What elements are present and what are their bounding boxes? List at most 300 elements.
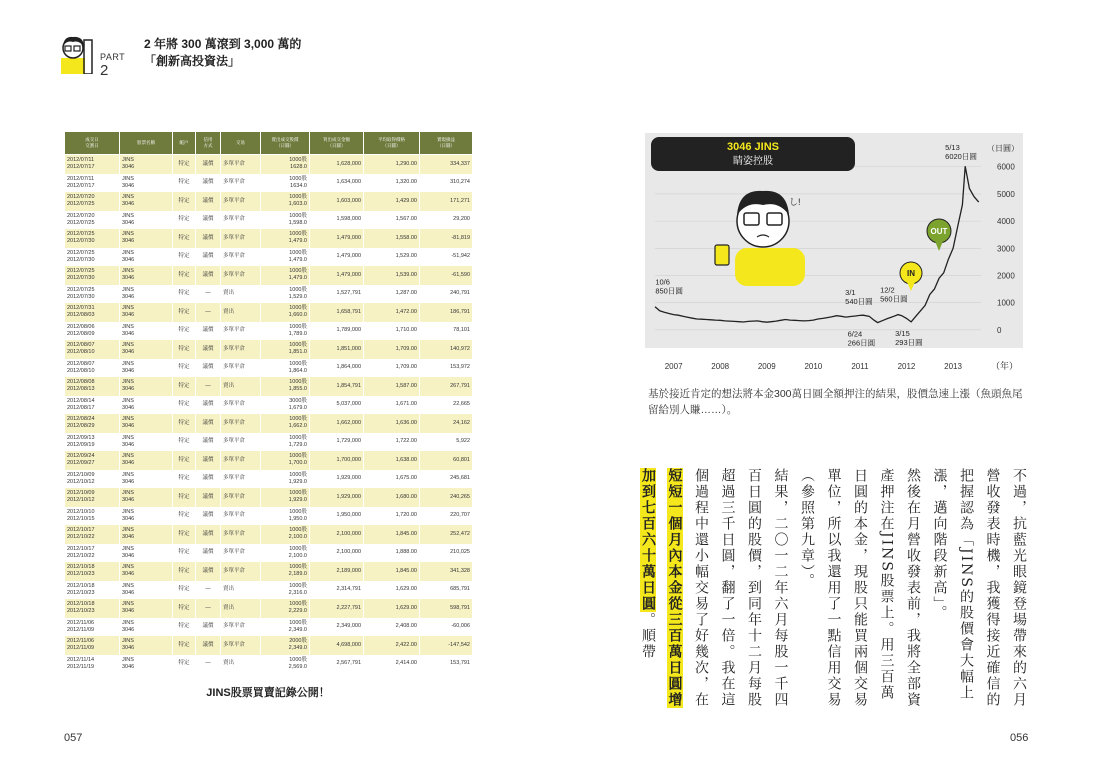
table-cell: — <box>196 655 221 674</box>
table-cell: 1000股 1,603.0 <box>261 192 310 211</box>
table-row <box>65 396 473 415</box>
table-cell: 2,408.00 <box>364 618 420 637</box>
table-cell: JINS 3046 <box>120 599 173 618</box>
table-cell: 多單平倉 <box>221 229 261 248</box>
table-cell: — <box>196 377 221 396</box>
column-header: 信用 方式 <box>196 132 221 155</box>
table-cell: 1,629.00 <box>364 599 420 618</box>
table-row <box>65 562 473 581</box>
table-cell: 特定 <box>173 174 196 193</box>
table-row <box>65 322 473 341</box>
paragraph-3: 結果，二〇一二年六月每股一千四百日圓的股價，到同年十二月每股超過三千日圓，翻了一倍。我在這個過程中還小幅交易了好幾次，在短短一個月內本金從三百萬日圓增加到七百六十萬日圓。順帶 <box>640 468 789 708</box>
highlighted-text: 短短一個月內本金從三百萬日圓增加到七百六十萬日圓 <box>640 468 683 708</box>
table-cell: 2,349,000 <box>310 618 364 637</box>
table-cell: 議價 <box>196 433 221 452</box>
table-cell: 多單平倉 <box>221 544 261 563</box>
table-cell: 議價 <box>196 340 221 359</box>
table-cell: 2012/07/25 2012/07/30 <box>65 285 120 304</box>
table-cell: 多單平倉 <box>221 636 261 655</box>
table-row <box>65 266 473 285</box>
table-cell: 310,274 <box>420 174 473 193</box>
page-number-right: 056 <box>1010 732 1029 744</box>
table-cell: 2012/08/07 2012/08/10 <box>65 340 120 359</box>
paragraph-1: 不過，抗藍光眼鏡登場帶來的六月營收發表時機，我獲得接近確信的把握認為「JINS的股價會大幅上漲，邁向階段新高」。 <box>931 468 1027 708</box>
table-cell: 特定 <box>173 488 196 507</box>
y-unit-label: （日圓） <box>987 144 1019 153</box>
x-tick-label: 2011 <box>851 362 869 371</box>
table-cell: 多單平倉 <box>221 414 261 433</box>
table-cell: 1,558.00 <box>364 229 420 248</box>
table-cell: 341,328 <box>420 562 473 581</box>
svg-text:12/2: 12/2 <box>880 285 895 295</box>
svg-text:3/15: 3/15 <box>895 328 910 338</box>
table-cell: 1000股 2,316.0 <box>261 581 310 600</box>
table-cell: — <box>196 303 221 322</box>
table-cell: 2,100,000 <box>310 544 364 563</box>
table-cell: 1,658,791 <box>310 303 364 322</box>
table-row <box>65 618 473 637</box>
table-cell: — <box>196 285 221 304</box>
table-cell: 2,100,000 <box>310 525 364 544</box>
svg-text:IN: IN <box>907 269 915 278</box>
column-header: 實現損益 （日圓） <box>420 132 473 155</box>
table-row <box>65 229 473 248</box>
table-row <box>65 377 473 396</box>
table-cell: 2012/10/18 2012/10/23 <box>65 562 120 581</box>
table-cell: 多單平倉 <box>221 507 261 526</box>
table-cell: 賣出 <box>221 599 261 618</box>
table-cell: JINS 3046 <box>120 174 173 193</box>
table-cell: 1,864,000 <box>310 359 364 378</box>
table-row <box>65 192 473 211</box>
svg-text:540日圓: 540日圓 <box>845 297 873 307</box>
table-cell: 2012/08/08 2012/08/13 <box>65 377 120 396</box>
table-cell: 議價 <box>196 562 221 581</box>
table-cell: 議價 <box>196 211 221 230</box>
table-cell: 24,162 <box>420 414 473 433</box>
table-cell: 4,698,000 <box>310 636 364 655</box>
y-tick-label: 5000 <box>997 189 1015 199</box>
table-cell: 特定 <box>173 507 196 526</box>
table-cell: 22,665 <box>420 396 473 415</box>
table-row <box>65 155 473 174</box>
table-row <box>65 211 473 230</box>
table-cell: 1000股 1,864.0 <box>261 359 310 378</box>
table-cell: 議價 <box>196 470 221 489</box>
table-cell: 1000股 1,662.0 <box>261 414 310 433</box>
table-cell: 多單平倉 <box>221 266 261 285</box>
table-cell: 78,101 <box>420 322 473 341</box>
table-cell: 特定 <box>173 266 196 285</box>
table-cell: 1000股 2,569.0 <box>261 655 310 674</box>
table-cell: 1,472.00 <box>364 303 420 322</box>
y-tick-label: 6000 <box>997 162 1015 172</box>
column-header: 成交日 交割日 <box>65 132 120 155</box>
y-tick-label: 1000 <box>997 298 1015 308</box>
table-row <box>65 340 473 359</box>
chart-subtitle: 睛姿控股 <box>733 156 773 167</box>
table-row <box>65 581 473 600</box>
column-header: 買出成交金額 （日圓） <box>310 132 364 155</box>
table-cell: JINS 3046 <box>120 285 173 304</box>
table-cell: 多單平倉 <box>221 155 261 174</box>
table-cell: 1,680.00 <box>364 488 420 507</box>
table-cell: 特定 <box>173 303 196 322</box>
table-cell: 1000股 1,598.0 <box>261 211 310 230</box>
table-row <box>65 285 473 304</box>
table-cell: 1,845.00 <box>364 562 420 581</box>
table-cell: 334,337 <box>420 155 473 174</box>
table-cell: 2012/10/18 2012/10/23 <box>65 599 120 618</box>
table-cell: 1,429.00 <box>364 192 420 211</box>
table-cell: -61,590 <box>420 266 473 285</box>
table-cell: 1,845.00 <box>364 525 420 544</box>
table-cell: 1,789,000 <box>310 322 364 341</box>
table-cell: — <box>196 599 221 618</box>
table-cell: 1000股 1,479.0 <box>261 266 310 285</box>
table-cell: 議價 <box>196 229 221 248</box>
table-cell: JINS 3046 <box>120 636 173 655</box>
x-tick-label: 2013 <box>944 362 962 371</box>
part-label: PART 2 <box>100 52 126 79</box>
table-cell: 2,422.00 <box>364 636 420 655</box>
table-cell: -81,819 <box>420 229 473 248</box>
table-cell: 1000股 1,789.0 <box>261 322 310 341</box>
table-row <box>65 544 473 563</box>
table-cell: 1,722.00 <box>364 433 420 452</box>
table-cell: 2012/10/10 2012/10/15 <box>65 507 120 526</box>
table-cell: 1,671.00 <box>364 396 420 415</box>
table-cell: 2012/11/14 2012/11/19 <box>65 655 120 674</box>
table-cell: 多單平倉 <box>221 433 261 452</box>
table-cell: 1000股 1,479.0 <box>261 248 310 267</box>
table-cell: 1,854,791 <box>310 377 364 396</box>
table-cell: 2012/10/17 2012/10/22 <box>65 525 120 544</box>
table-row <box>65 248 473 267</box>
table-cell: 特定 <box>173 322 196 341</box>
table-cell: 2012/07/25 2012/07/30 <box>65 266 120 285</box>
table-cell: 多單平倉 <box>221 340 261 359</box>
table-cell: 5,037,000 <box>310 396 364 415</box>
table-row <box>65 470 473 489</box>
x-tick-label: 2010 <box>804 362 823 371</box>
table-cell: JINS 3046 <box>120 544 173 563</box>
table-cell: 267,791 <box>420 377 473 396</box>
table-cell: 1,527,791 <box>310 285 364 304</box>
table-cell: 2012/07/11 2012/07/17 <box>65 174 120 193</box>
table-cell: JINS 3046 <box>120 340 173 359</box>
y-tick-label: 3000 <box>997 244 1015 254</box>
table-row <box>65 303 473 322</box>
table-cell: 1,628,000 <box>310 155 364 174</box>
table-cell: 多單平倉 <box>221 562 261 581</box>
table-cell: 2012/09/24 2012/09/27 <box>65 451 120 470</box>
y-tick-label: 2000 <box>997 271 1015 281</box>
table-cell: 多單平倉 <box>221 396 261 415</box>
table-cell: 60,801 <box>420 451 473 470</box>
table-cell: JINS 3046 <box>120 507 173 526</box>
table-cell: 1,598,000 <box>310 211 364 230</box>
table-cell: 特定 <box>173 655 196 674</box>
svg-text:10/6: 10/6 <box>655 277 670 287</box>
table-cell: 1000股 1,729.0 <box>261 433 310 452</box>
table-cell: 特定 <box>173 544 196 563</box>
table-cell: 1,529.00 <box>364 248 420 267</box>
table-cell: 議價 <box>196 322 221 341</box>
table-cell: 1,290.00 <box>364 155 420 174</box>
table-cell: 1,603,000 <box>310 192 364 211</box>
table-cell: 特定 <box>173 248 196 267</box>
table-cell: 多單平倉 <box>221 192 261 211</box>
table-cell: 1000股 1634.0 <box>261 174 310 193</box>
table-cell: 議價 <box>196 451 221 470</box>
svg-text:560日圓: 560日圓 <box>880 294 908 304</box>
table-cell: 特定 <box>173 155 196 174</box>
table-cell: JINS 3046 <box>120 433 173 452</box>
table-cell: 1,709.00 <box>364 340 420 359</box>
chapter-title: 2 年將 300 萬滾到 3,000 萬的 「創新高投資法」 <box>144 37 302 68</box>
table-cell: 153,791 <box>420 655 473 674</box>
table-cell: 1000股 2,100.0 <box>261 544 310 563</box>
svg-text:3/1: 3/1 <box>845 288 856 298</box>
table-cell: JINS 3046 <box>120 229 173 248</box>
table-cell: JINS 3046 <box>120 192 173 211</box>
table-cell: 1,587.00 <box>364 377 420 396</box>
chart-title: 3046 JINS <box>727 141 779 153</box>
table-cell: 1,629.00 <box>364 581 420 600</box>
table-cell: 1000股 1628.0 <box>261 155 310 174</box>
y-tick-label: 0 <box>997 325 1002 335</box>
table-cell: JINS 3046 <box>120 562 173 581</box>
table-cell: 1000股 1,851.0 <box>261 340 310 359</box>
table-cell: JINS 3046 <box>120 155 173 174</box>
column-header: 平均取得價格 （日圓） <box>364 132 420 155</box>
table-cell: 1,929,000 <box>310 470 364 489</box>
column-header: 帳戶 <box>173 132 196 155</box>
table-cell: JINS 3046 <box>120 211 173 230</box>
table-cell: 特定 <box>173 618 196 637</box>
body-text <box>618 468 1032 708</box>
table-cell: 議價 <box>196 396 221 415</box>
table-cell: 議價 <box>196 266 221 285</box>
column-header: 賣出成交股價 （日圓） <box>261 132 310 155</box>
table-cell: -147,542 <box>420 636 473 655</box>
table-cell: 1,709.00 <box>364 359 420 378</box>
table-cell: 2012/11/06 2012/11/09 <box>65 618 120 637</box>
table-cell: 2012/07/11 2012/07/17 <box>65 155 120 174</box>
table-cell: 議價 <box>196 618 221 637</box>
table-cell: 2012/08/07 2012/08/10 <box>65 359 120 378</box>
table-row <box>65 636 473 655</box>
table-cell: 240,791 <box>420 285 473 304</box>
table-cell: 特定 <box>173 192 196 211</box>
table-cell: 議價 <box>196 507 221 526</box>
table-cell: 1,638.00 <box>364 451 420 470</box>
table-cell: 245,681 <box>420 470 473 489</box>
table-cell: 220,707 <box>420 507 473 526</box>
table-cell: 1,662,000 <box>310 414 364 433</box>
table-cell: 特定 <box>173 470 196 489</box>
table-cell: 1,710.00 <box>364 322 420 341</box>
column-header: 交易 <box>221 132 261 155</box>
table-cell: JINS 3046 <box>120 655 173 674</box>
table-cell: 2012/07/20 2012/07/25 <box>65 192 120 211</box>
table-cell: JINS 3046 <box>120 470 173 489</box>
table-cell: 議價 <box>196 174 221 193</box>
table-cell: -60,006 <box>420 618 473 637</box>
table-cell: 特定 <box>173 636 196 655</box>
table-cell: 賣出 <box>221 581 261 600</box>
table-header-row <box>65 132 473 155</box>
table-cell: 140,972 <box>420 340 473 359</box>
table-cell: 賣出 <box>221 655 261 674</box>
table-cell: 171,271 <box>420 192 473 211</box>
table-cell: 議價 <box>196 155 221 174</box>
x-unit-label: （年） <box>991 361 1019 371</box>
table-cell: JINS 3046 <box>120 303 173 322</box>
table-row <box>65 359 473 378</box>
table-cell: 議價 <box>196 636 221 655</box>
table-cell: 2000股 2,349.0 <box>261 636 310 655</box>
table-cell: 1000股 1,855.0 <box>261 377 310 396</box>
table-cell: 議價 <box>196 248 221 267</box>
table-cell: 2012/10/09 2012/10/12 <box>65 470 120 489</box>
table-cell: 特定 <box>173 414 196 433</box>
table-cell: 多單平倉 <box>221 211 261 230</box>
table-cell: JINS 3046 <box>120 396 173 415</box>
table-cell: 2012/07/20 2012/07/25 <box>65 211 120 230</box>
table-row <box>65 488 473 507</box>
table-cell: 1000股 1,929.0 <box>261 470 310 489</box>
table-cell: 210,025 <box>420 544 473 563</box>
table-cell: JINS 3046 <box>120 451 173 470</box>
table-cell: JINS 3046 <box>120 322 173 341</box>
table-cell: 特定 <box>173 433 196 452</box>
table-cell: 議價 <box>196 192 221 211</box>
trade-records-table <box>64 131 472 673</box>
table-cell: 2,189,000 <box>310 562 364 581</box>
table-cell: 多單平倉 <box>221 322 261 341</box>
table-cell: 1000股 2,189.0 <box>261 562 310 581</box>
table-cell: 議價 <box>196 544 221 563</box>
table-cell: 2012/07/25 2012/07/30 <box>65 248 120 267</box>
table-row <box>65 414 473 433</box>
table-cell: 多單平倉 <box>221 174 261 193</box>
table-cell: 1,320.00 <box>364 174 420 193</box>
table-cell: JINS 3046 <box>120 414 173 433</box>
table-row <box>65 507 473 526</box>
table-cell: 特定 <box>173 599 196 618</box>
chart-caption: 基於接近肯定的想法將本金300萬日圓全額押注的結果，股價急速上漲（魚頭魚尾留給別人賺……）。 <box>648 388 1023 416</box>
table-cell: 1,700,000 <box>310 451 364 470</box>
table-cell: 1,888.00 <box>364 544 420 563</box>
table-cell: JINS 3046 <box>120 525 173 544</box>
table-cell: 2,414.00 <box>364 655 420 674</box>
table-cell: 252,472 <box>420 525 473 544</box>
table-cell: 賣出 <box>221 285 261 304</box>
svg-text:し!: し! <box>789 197 801 207</box>
table-row <box>65 451 473 470</box>
table-cell: 685,791 <box>420 581 473 600</box>
table-cell: 多單平倉 <box>221 359 261 378</box>
paragraph-2: 然後在月營收發表前，我將全部資產押注在JINS股票上。用三百萬日圓的本金，現股只能買兩個交易單位，所以我還用了一點信用交易（參照第九章）。 <box>799 468 921 708</box>
table-cell: 多單平倉 <box>221 451 261 470</box>
table-cell: 多單平倉 <box>221 470 261 489</box>
table-cell: 1,720.00 <box>364 507 420 526</box>
table-cell: — <box>196 581 221 600</box>
table-cell: 1,950,000 <box>310 507 364 526</box>
table-cell: 特定 <box>173 562 196 581</box>
svg-text:6/24: 6/24 <box>847 329 863 339</box>
table-cell: 多單平倉 <box>221 525 261 544</box>
table-cell: 1000股 1,660.0 <box>261 303 310 322</box>
table-row <box>65 174 473 193</box>
table-cell: 2012/07/31 2012/08/03 <box>65 303 120 322</box>
table-cell: 議價 <box>196 488 221 507</box>
svg-text:850日圓: 850日圓 <box>655 286 683 296</box>
table-cell: 多單平倉 <box>221 488 261 507</box>
table-caption: JINS股票買賣記錄公開！ <box>206 687 330 699</box>
table-cell: 1,851,000 <box>310 340 364 359</box>
table-cell: 2,567,791 <box>310 655 364 674</box>
x-tick-label: 2012 <box>897 362 916 371</box>
svg-text:OUT: OUT <box>930 227 948 236</box>
table-cell: 2012/08/14 2012/08/17 <box>65 396 120 415</box>
table-cell: 1000股 2,349.0 <box>261 618 310 637</box>
table-cell: 1,539.00 <box>364 266 420 285</box>
table-row <box>65 433 473 452</box>
svg-text:293日圓: 293日圓 <box>895 337 923 347</box>
table-cell: 2012/10/09 2012/10/12 <box>65 488 120 507</box>
svg-text:5/13: 5/13 <box>945 143 960 153</box>
table-cell: 議價 <box>196 525 221 544</box>
table-cell: 5,922 <box>420 433 473 452</box>
table-cell: JINS 3046 <box>120 266 173 285</box>
table-cell: 特定 <box>173 285 196 304</box>
table-cell: 1000股 1,950.0 <box>261 507 310 526</box>
table-cell: 1,729,000 <box>310 433 364 452</box>
table-cell: 1000股 2,229.0 <box>261 599 310 618</box>
table-cell: 153,972 <box>420 359 473 378</box>
table-cell: 2012/11/06 2012/11/09 <box>65 636 120 655</box>
x-tick-label: 2009 <box>757 362 776 371</box>
table-cell: 2012/07/25 2012/07/30 <box>65 229 120 248</box>
table-cell: 1,479,000 <box>310 248 364 267</box>
table-cell: 多單平倉 <box>221 248 261 267</box>
svg-text:266日圓: 266日圓 <box>847 338 876 348</box>
table-cell: 特定 <box>173 581 196 600</box>
table-cell: 議價 <box>196 359 221 378</box>
table-cell: 2012/10/17 2012/10/22 <box>65 544 120 563</box>
table-cell: 2012/08/24 2012/08/29 <box>65 414 120 433</box>
table-cell: JINS 3046 <box>120 488 173 507</box>
table-cell: JINS 3046 <box>120 248 173 267</box>
table-cell: 2012/09/13 2012/09/19 <box>65 433 120 452</box>
table-cell: 1,929,000 <box>310 488 364 507</box>
table-cell: 特定 <box>173 396 196 415</box>
table-row <box>65 525 473 544</box>
table-cell: 186,791 <box>420 303 473 322</box>
table-cell: 特定 <box>173 229 196 248</box>
table-cell: JINS 3046 <box>120 377 173 396</box>
table-cell: 議價 <box>196 414 221 433</box>
table-cell: 3000股 1,679.0 <box>261 396 310 415</box>
table-cell: 1,636.00 <box>364 414 420 433</box>
table-cell: JINS 3046 <box>120 359 173 378</box>
table-row <box>65 599 473 618</box>
table-cell: 特定 <box>173 340 196 359</box>
table-cell: 1000股 1,529.0 <box>261 285 310 304</box>
